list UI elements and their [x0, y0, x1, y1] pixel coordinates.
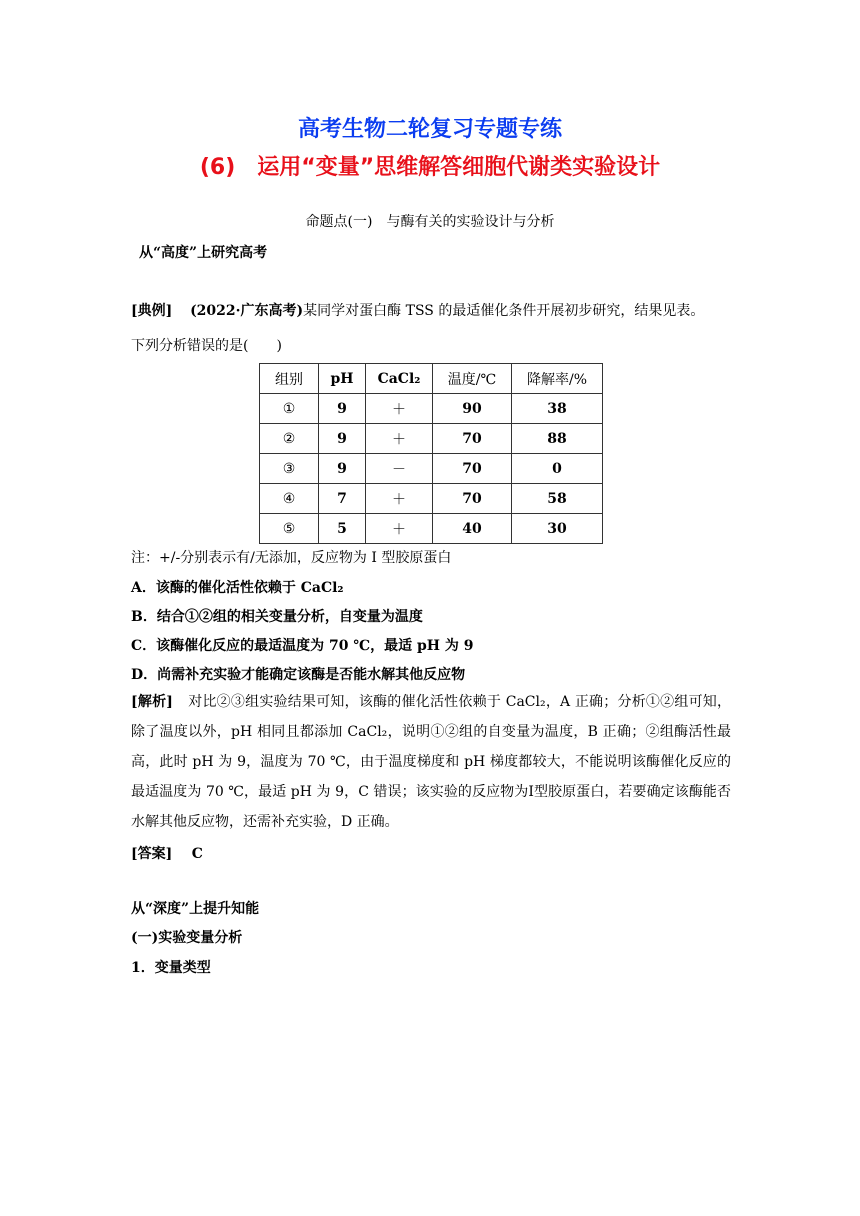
- table-row: [260, 424, 603, 454]
- section-heading-height: 从“高度”上研究高考: [139, 245, 268, 261]
- table-cell: ＋: [366, 484, 433, 514]
- table-header-cell: 组别: [260, 364, 319, 394]
- answer-value: C: [191, 846, 203, 862]
- table-header-cell: 温度/℃: [433, 364, 512, 394]
- table-cell: 9: [319, 424, 366, 454]
- table-cell: 88: [512, 424, 603, 454]
- analysis-paragraph: [131, 687, 731, 837]
- table-cell: －: [366, 454, 433, 484]
- table-cell: ＋: [366, 424, 433, 454]
- table-cell: 70: [433, 424, 512, 454]
- table-row: [260, 454, 603, 484]
- example-source: (2022·广东高考): [190, 303, 304, 319]
- table-cell: 40: [433, 514, 512, 544]
- table-header-cell: 降解率/%: [512, 364, 603, 394]
- table-cell: ②: [260, 424, 319, 454]
- table-note: 注：+/-分别表示有/无添加，反应物为 Ⅰ 型胶原蛋白: [131, 550, 452, 566]
- table-cell: ＋: [366, 514, 433, 544]
- table-cell: ⑤: [260, 514, 319, 544]
- option-c: C．该酶催化反应的最适温度为 70 ℃，最适 pH 为 9: [131, 638, 474, 654]
- table-cell: 90: [433, 394, 512, 424]
- table-cell: 70: [433, 454, 512, 484]
- table-header-cell: pH: [319, 364, 366, 394]
- table-cell: 9: [319, 394, 366, 424]
- example-question-line1: [131, 300, 704, 320]
- table-cell: 70: [433, 484, 512, 514]
- answer-tag: [答案]: [131, 846, 173, 862]
- option-d: D．尚需补充实验才能确定该酶是否能水解其他反应物: [131, 667, 466, 683]
- table-cell: ①: [260, 394, 319, 424]
- table-header-row: [260, 364, 603, 394]
- analysis-tag: [解析]: [131, 694, 173, 710]
- subsection-heading: (一)实验变量分析: [131, 930, 243, 946]
- table-row: [260, 394, 603, 424]
- list-item-heading: 1．变量类型: [131, 960, 211, 976]
- table-row: [260, 514, 603, 544]
- table-cell: 7: [319, 484, 366, 514]
- section-heading-depth: 从“深度”上提升知能: [131, 901, 260, 917]
- table-row: [260, 484, 603, 514]
- doc-title: 高考生物二轮复习专题专练: [297, 117, 562, 142]
- doc-subtitle: (6) 运用“变量”思维解答细胞代谢类实验设计: [199, 155, 661, 180]
- table-cell: 9: [319, 454, 366, 484]
- table-cell: 0: [512, 454, 603, 484]
- analysis-text: 对比②③组实验结果可知，该酶的催化活性依赖于 CaCl₂，A 正确；分析①②组可知，除了温度以外，pH 相同且都添加 CaCl₂，说明①②组的自变量为温度，B 正确；②组酶活性最高，此时 pH 为 9，温度为 70 ℃，由于温度梯度和 pH 梯度都较大，不能说明该酶催化反应的最适温度为 70 ℃，最适 pH 为 9，C 错误；该实验的反应物为Ⅰ型胶原蛋白，若要确定该酶能否水解其他反应物，还需补充实验，D 正确。: [131, 694, 732, 830]
- example-tag: [典例]: [131, 303, 173, 319]
- topic-heading: 命题点(一) 与酶有关的实验设计与分析: [305, 214, 555, 230]
- option-a: A．该酶的催化活性依赖于 CaCl₂: [131, 580, 344, 596]
- example-question-line2: 下列分析错误的是( ): [131, 338, 282, 354]
- table-cell: 38: [512, 394, 603, 424]
- table-cell: 30: [512, 514, 603, 544]
- answer-line: [131, 843, 203, 863]
- table-cell: ④: [260, 484, 319, 514]
- results-table: [259, 363, 603, 544]
- table-cell: ③: [260, 454, 319, 484]
- table-header-cell: CaCl₂: [366, 364, 433, 394]
- table-cell: 5: [319, 514, 366, 544]
- table-cell: 58: [512, 484, 603, 514]
- table-cell: ＋: [366, 394, 433, 424]
- option-b: B．结合①②组的相关变量分析，自变量为温度: [131, 609, 423, 625]
- example-question-text: 某同学对蛋白酶 TSS 的最适催化条件开展初步研究，结果见表。: [303, 303, 705, 319]
